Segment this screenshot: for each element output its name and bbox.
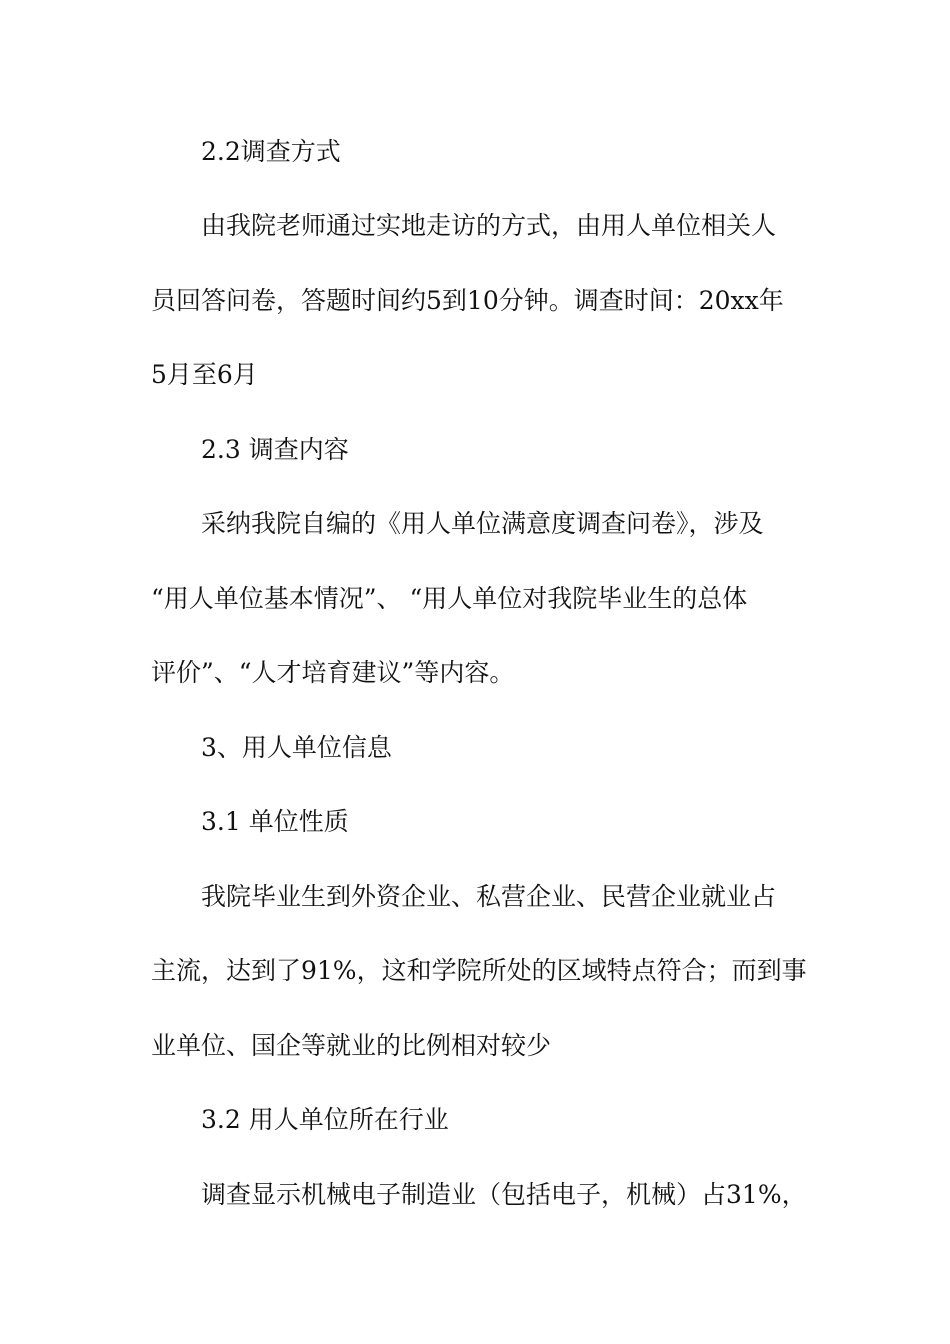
paragraph-survey-content-line-3: 评价”、“人才培育建议”等内容。 [151,658,515,687]
heading-2-3-survey-content: 2.3 调查内容 [201,435,349,464]
heading-2-2-survey-method: 2.2调查方式 [201,137,341,166]
heading-3-employer-information: 3、用人单位信息 [201,733,392,762]
paragraph-unit-nature-line-1: 我院毕业生到外资企业、私营企业、民营企业就业占 [201,882,777,911]
paragraph-unit-nature-line-3: 业单位、国企等就业的比例相对较少 [151,1031,552,1060]
heading-3-2-industry: 3.2 用人单位所在行业 [201,1105,449,1134]
paragraph-survey-method-line-2: 员回答问卷，答题时间约5到10分钟。调查时间：20xx年 [151,286,784,315]
heading-3-1-unit-nature: 3.1 单位性质 [201,807,349,836]
paragraph-survey-method-line-1: 由我院老师通过实地走访的方式，由用人单位相关人 [201,211,777,240]
paragraph-survey-content-line-2: “用人单位基本情况”、 “用人单位对我院毕业生的总体 [151,584,748,613]
paragraph-unit-nature-line-2: 主流，达到了91%，这和学院所处的区域特点符合；而到事 [151,956,807,985]
paragraph-survey-content-line-1: 采纳我院自编的《用人单位满意度调查问卷》，涉及 [201,509,764,538]
paragraph-industry-line-1: 调查显示机械电子制造业（包括电子，机械）占31%， [201,1180,807,1209]
paragraph-survey-method-line-3: 5月至6月 [151,360,258,389]
